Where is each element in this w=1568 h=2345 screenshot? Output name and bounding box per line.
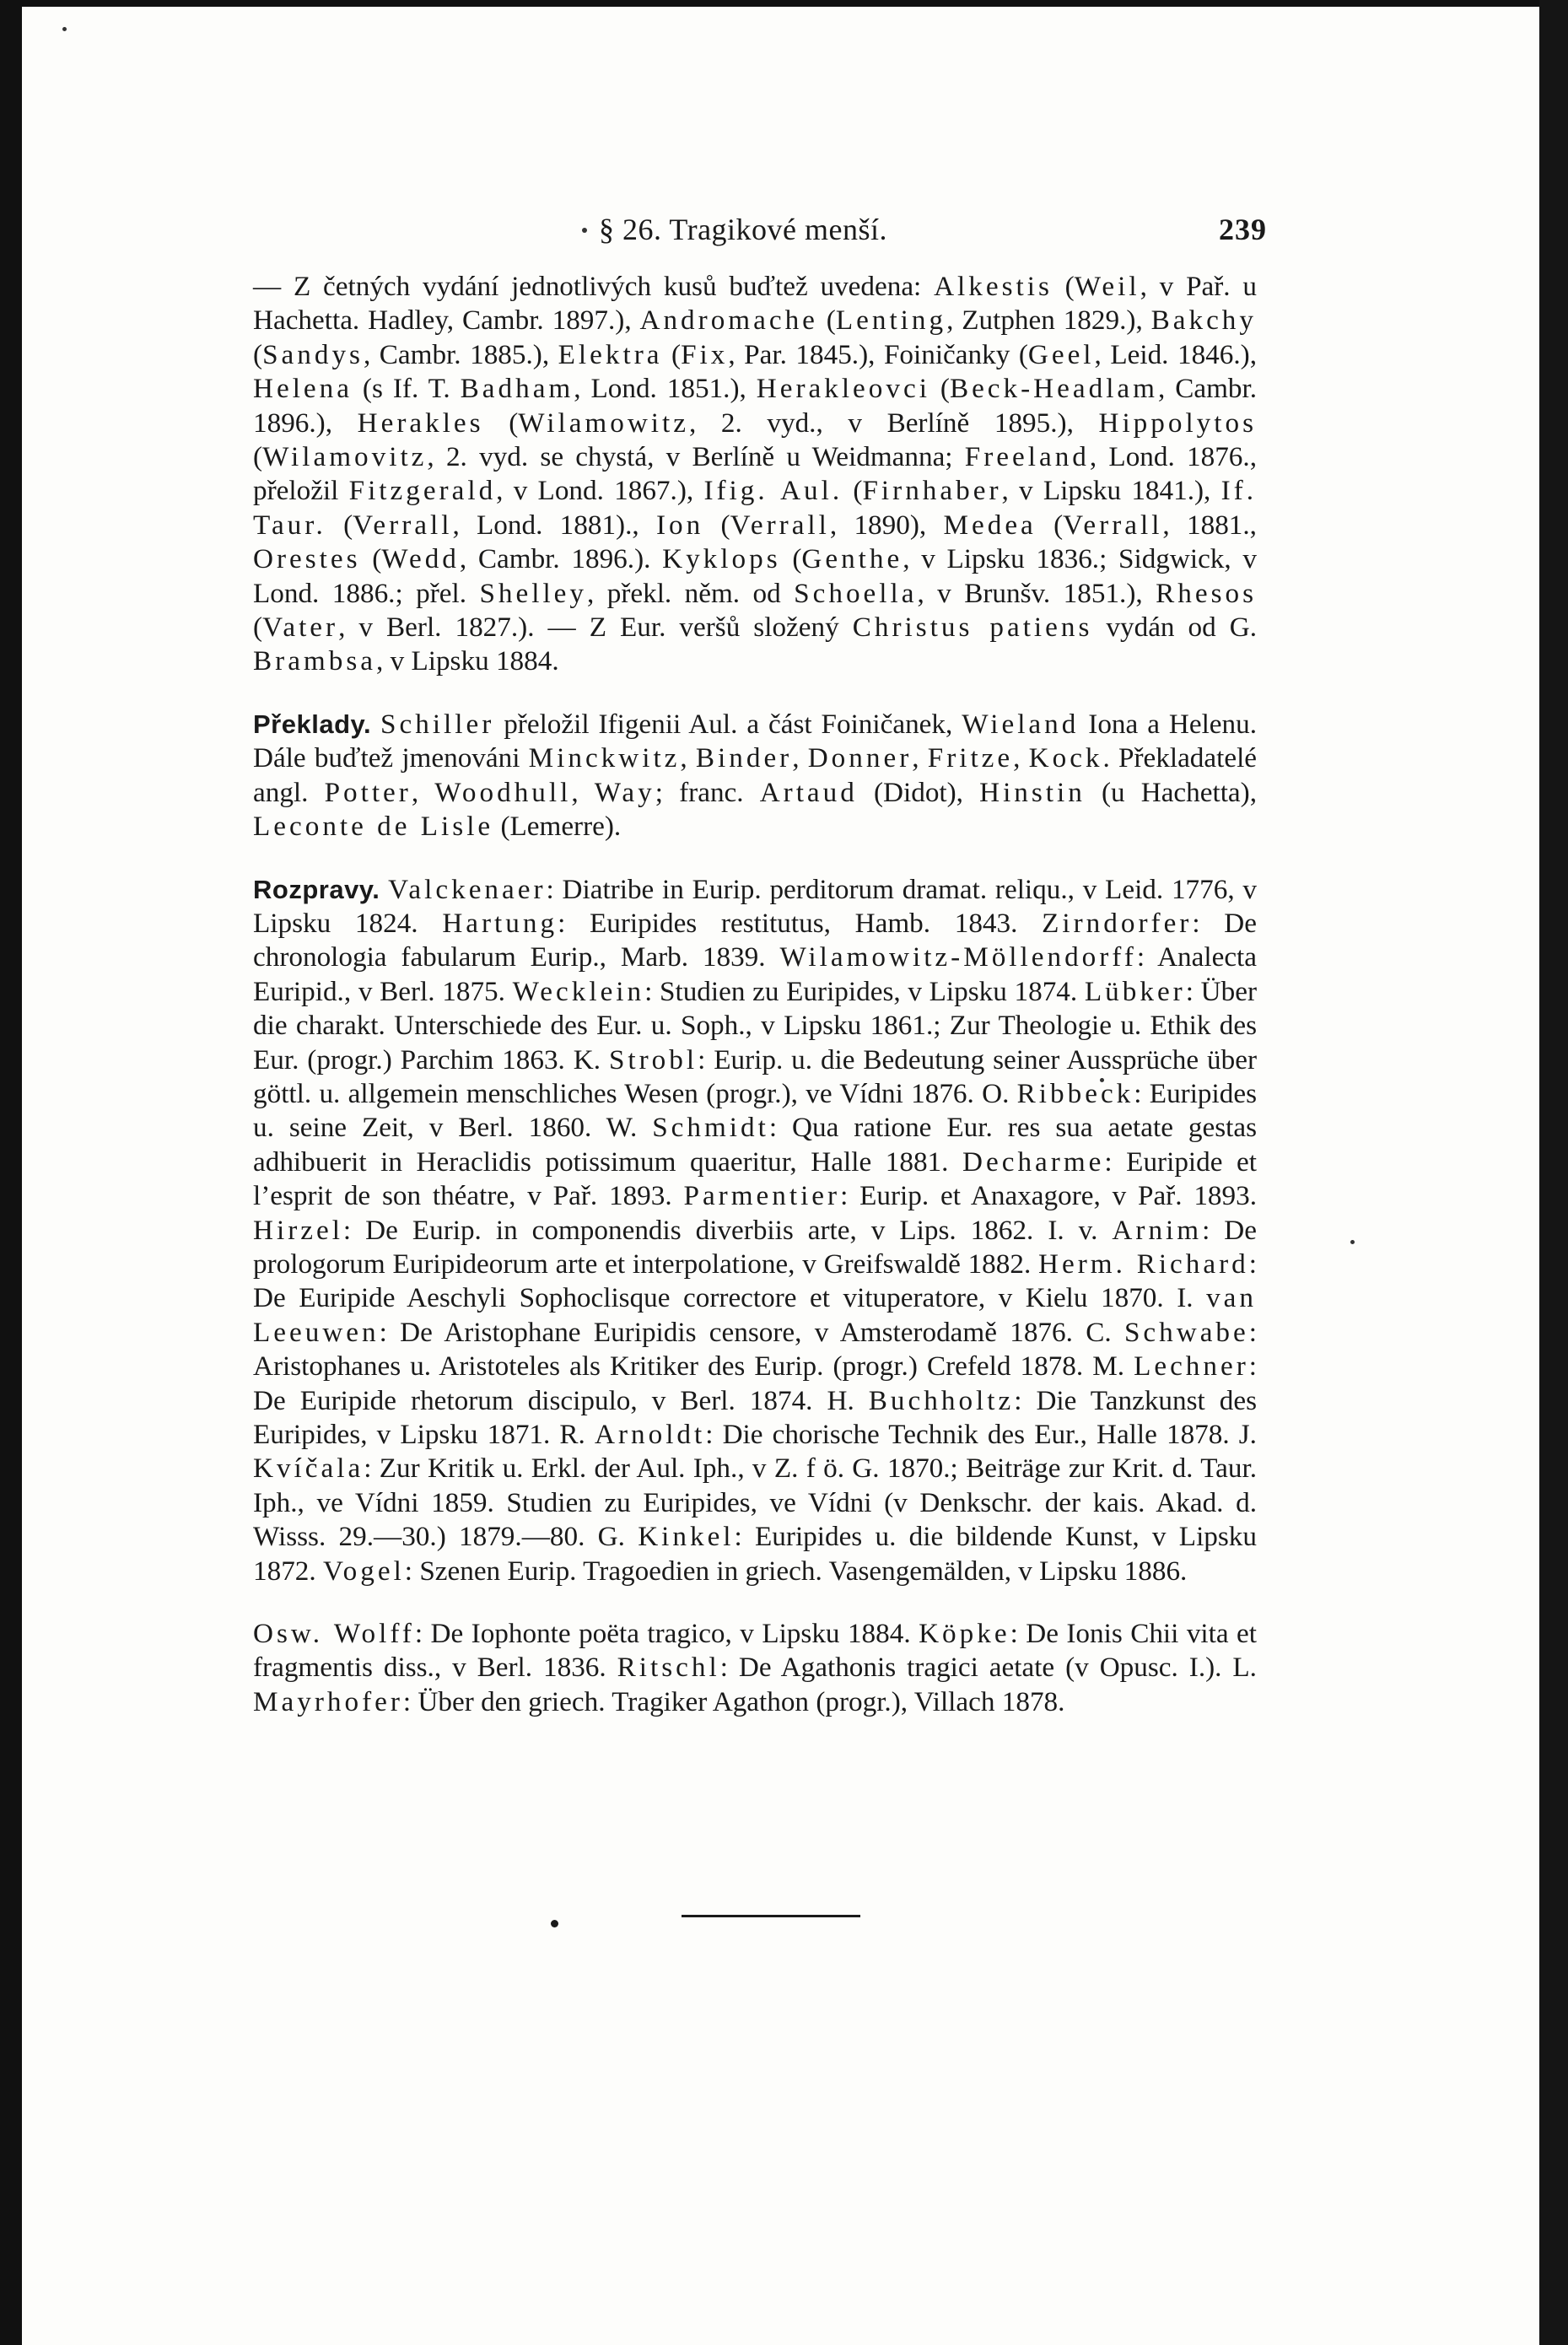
text-run: : Euripides u. die bildende Kunst, v Lipsku 1872. [253, 1521, 1257, 1587]
spaced-name: Kinkel [638, 1521, 735, 1553]
spaced-name: Kyklops [662, 543, 781, 575]
scan-speck [1350, 1240, 1355, 1244]
scan-speck [62, 27, 67, 31]
spaced-name: Hartung [442, 907, 558, 939]
text-run: , [1013, 742, 1029, 774]
text-run [380, 874, 388, 905]
text-run: — Z četných vydání jednotlivých kusů buďtež uvedena: [253, 271, 935, 302]
text-run: : De Eurip. in componendis diverbiis arte, v Lips. 1862. I. v. [342, 1214, 1113, 1246]
text-run: ( [780, 543, 802, 575]
spaced-name: Helena [253, 373, 353, 405]
text-run: , v Lipsku 1884. [375, 645, 559, 677]
text-run: , Lond. 1881)., [452, 509, 656, 541]
text-run: , v Lipsku 1836.; Sidgwick, v Lond. 1886.; přel. [253, 543, 1257, 609]
spaced-name: Vater [262, 612, 339, 644]
text-run: , Lond. 1851.), [574, 373, 757, 405]
text-run: : De chronologia fabularum Eurip., Marb. 1839. [253, 907, 1257, 973]
text-run: ( [843, 475, 863, 507]
translations-paragraph [253, 708, 1257, 844]
spaced-name: Wilamovitz [262, 441, 428, 473]
minor-tragedians-paragraph [253, 1617, 1257, 1719]
spaced-name: Herakleovci [756, 373, 930, 405]
scan-edge-left [0, 0, 22, 2345]
spaced-name: Lübker [1084, 975, 1186, 1007]
spaced-name: If. Taur. [253, 475, 1257, 541]
spaced-name: Badham [460, 373, 574, 405]
spaced-name: Verrall [1063, 509, 1163, 541]
text-run: : De Euripide Aeschyli Sophoclisque correctore et vituperatore, v Kielu 1870. I. [253, 1248, 1257, 1314]
editions-paragraph [253, 270, 1257, 679]
spaced-name: Fritze [927, 742, 1014, 774]
text-run [371, 709, 380, 740]
spaced-name: Wilamowitz-Möllendorff [779, 941, 1137, 973]
text-run: , v Lipsku 1841.), [1001, 475, 1221, 507]
text-run: . Překladatelé angl. [253, 742, 1258, 808]
spaced-name: Parmentier [683, 1180, 841, 1212]
spaced-name: Potter [324, 776, 412, 808]
text-run: : Eurip. et Anaxagore, v Pař. 1893. [840, 1180, 1257, 1212]
spaced-name: Valckenaer [388, 873, 547, 905]
text-run: : Aristophanes u. Aristoteles als Kritiker des Eurip. (progr.) Crefeld 1878. M. [253, 1316, 1257, 1383]
spaced-name: Fitzgerald [348, 475, 497, 507]
page-number: 239 [1219, 213, 1267, 246]
spaced-name: Hinstin [979, 776, 1086, 808]
text-run: , překl. něm. od [587, 577, 795, 609]
text-run: , [571, 776, 595, 808]
spaced-name: Arnim [1112, 1214, 1203, 1246]
section-divider [682, 1915, 860, 1917]
spaced-name: Lenting [835, 305, 947, 337]
spaced-name: Schwabe [1123, 1316, 1249, 1348]
spaced-name: Beck-Headlam [949, 373, 1158, 405]
spaced-name: Ion [655, 509, 704, 541]
text-run: (Lemerre). [493, 811, 622, 843]
text-run: : Die Tanzkunst des Euripides, v Lipsku 1871. R. [253, 1384, 1258, 1450]
text-run: , v Berl. 1827.). — Z Eur. veršů složený [338, 612, 853, 644]
spaced-name: Ritschl [617, 1652, 720, 1684]
spaced-name: Hippolytos [1098, 407, 1257, 439]
spaced-name: Herakles [357, 407, 484, 439]
spaced-name: Rhesos [1156, 577, 1258, 609]
text-run: : Qua ratione Eur. res sua aetate gestas adhibuerit in Heraclidis potissimum quaeritur, Halle 1881. [253, 1112, 1257, 1178]
text-run: ( [483, 407, 519, 439]
text-run: ( [703, 509, 730, 541]
spaced-name: Geel [1027, 338, 1095, 370]
header-dot [582, 228, 587, 233]
text-run: ( [1036, 509, 1064, 541]
spaced-name: Ifig. Aul. [703, 475, 843, 507]
text-run: (Didot), [857, 776, 980, 808]
text-run: , v Pař. u Hachetta. Hadley, Cambr. 1897.), [253, 271, 1257, 337]
spaced-name: Alkestis [934, 271, 1053, 302]
text-run: ( [360, 543, 382, 575]
text-run: : Euripides restitutus, Hamb. 1843. [558, 907, 1043, 939]
text-run: ( [253, 338, 263, 370]
text-run: : De Euripide rhetorum discipulo, v Berl. 1874. H. [253, 1350, 1257, 1416]
spaced-name: Buchholtz [868, 1384, 1015, 1416]
text-run: , Cambr. 1896.). [459, 543, 663, 575]
text-run: , v Brunšv. 1851.), [917, 577, 1156, 609]
spaced-name: Wedd [381, 543, 460, 575]
spaced-name: Medea [943, 509, 1037, 541]
text-run: : Analecta Euripid., v Berl. 1875. [253, 941, 1257, 1007]
spaced-name: Vogel [322, 1555, 405, 1587]
spaced-name: Ribbeck [1016, 1077, 1134, 1109]
text-run: : Die chorische Technik des Eur., Halle 1878. J. [705, 1419, 1257, 1450]
spaced-name: Herm. Richard [1038, 1248, 1249, 1280]
text-run: : De Ionis Chii vita et fragmentis diss., v Berl. 1836. [253, 1618, 1257, 1684]
spaced-name: Wecklein [512, 975, 645, 1007]
spaced-name: Shelley [479, 577, 587, 609]
text-run: přeložil Ifigenii Aul. a část Foiničanek, [494, 708, 962, 740]
text-run: vydán od G. [1092, 612, 1258, 644]
spaced-name: Kock [1028, 742, 1103, 774]
text-run: ( [662, 338, 682, 370]
spaced-name: Sandys [262, 338, 364, 370]
spaced-name: Hirzel [253, 1214, 343, 1246]
text-run: , Cambr. 1885.), [363, 338, 558, 370]
text-run: , 2. vyd. se chystá, v Berlíně u Weidmanna; [427, 441, 965, 473]
spaced-name: Kvíčala [253, 1453, 364, 1485]
text-run: , Par. 1845.), Foiničanky ( [728, 338, 1028, 370]
spaced-name: Minckwitz [528, 742, 681, 774]
section-lead: Překlady. [253, 709, 372, 739]
spaced-name: Schmidt [652, 1112, 769, 1144]
spaced-name: Genthe [801, 543, 903, 575]
page-body [253, 270, 1257, 1719]
spaced-name: Woodhull [434, 776, 572, 808]
spaced-name: Köpke [919, 1618, 1010, 1650]
text-run: , Zutphen 1829.), [946, 305, 1151, 337]
spaced-name: Weil [1074, 271, 1140, 302]
spaced-name: Christus patiens [852, 612, 1093, 644]
text-run: : Studien zu Euripides, v Lipsku 1874. [644, 975, 1085, 1007]
spaced-name: Schiller [380, 708, 495, 740]
spaced-name: Firnhaber [862, 475, 1002, 507]
spaced-name: Artaud [759, 776, 858, 808]
text-run: , [792, 742, 808, 774]
text-run: : De Agathonis tragici aetate (v Opusc. I.). L. [719, 1652, 1257, 1684]
scan-edge-right [1539, 0, 1568, 2345]
text-run: ( [253, 441, 263, 473]
spaced-name: Verrall [353, 509, 453, 541]
text-run: ( [1052, 271, 1075, 302]
spaced-name: Donner [807, 742, 913, 774]
page-header [582, 208, 1267, 251]
text-run: : Über die charakt. Unterschiede des Eur. u. Soph., v Lipsku 1861.; Zur Theologie u. Ethik des Eur. (progr.) Parchim 1863. K. [253, 975, 1257, 1075]
text-run: : Eurip. u. die Bedeutung seiner Aussprüche über göttl. u. allgemein menschliches Wesen (progr.), ve Vídni 1876. O. [253, 1043, 1257, 1109]
section-lead: Rozpravy. [253, 874, 380, 904]
scan-edge-top [0, 0, 1568, 7]
text-run: , Cambr. 1896.), [253, 373, 1258, 439]
text-run: ; franc. [655, 776, 760, 808]
text-run: , 1890), [829, 509, 944, 541]
spaced-name: Brambsa [253, 645, 376, 677]
text-run: : De prologorum Euripideorum arte et interpolatione, v Greifswaldě 1882. [253, 1214, 1257, 1280]
text-run: : De Iophonte poëta tragico, v Lipsku 1884. [414, 1618, 919, 1650]
text-run: , [912, 742, 928, 774]
divider-dot [551, 1920, 558, 1927]
spaced-name: Arnoldt [594, 1419, 706, 1450]
text-run: ( [253, 612, 263, 644]
running-title: § 26. Tragikové menší. [599, 213, 888, 246]
text-run: (s If. T. [352, 373, 461, 405]
spaced-name: van Leeuwen [253, 1282, 1257, 1348]
spaced-name: Fix [681, 338, 729, 370]
spaced-name: Andromache [639, 305, 818, 337]
text-run: , 1881., [1162, 509, 1257, 541]
spaced-name: Wilamowitz [518, 407, 689, 439]
spaced-name: Binder [695, 742, 793, 774]
text-run: , Leid. 1846.), [1094, 338, 1258, 370]
text-run: ( [929, 373, 950, 405]
text-run: : Zur Kritik u. Erkl. der Aul. Iph., v Z. f ö. G. 1870.; Beiträge zur Krit. d. Taur. Iph., ve Vídni 1859. Studien zu Euripides, ve Vídni (v Denkschr. der kais. Akad. d. Wisss. 29.—30.) 1879.—80. G. [253, 1453, 1257, 1553]
spaced-name: Zirndorfer [1042, 907, 1193, 939]
spaced-name: Elektra [558, 338, 663, 370]
text-run: : Diatribe in Eurip. perditorum dramat. reliqu., v Leid. 1776, v Lipsku 1824. [253, 873, 1257, 939]
text-run: , Lond. 1876., přeložil [253, 441, 1257, 507]
spaced-name: Strobl [608, 1043, 698, 1075]
text-run: Iona a Helenu. Dále buďtež jmenováni [253, 708, 1258, 774]
spaced-name: Leconte de Lisle [253, 811, 494, 843]
spaced-name: Orestes [253, 543, 361, 575]
spaced-name: Lechner [1134, 1350, 1249, 1383]
spaced-name: Decharme [962, 1146, 1105, 1178]
treatises-paragraph [253, 873, 1257, 1589]
spaced-name: Schoella [794, 577, 918, 609]
text-run: , [680, 742, 696, 774]
spaced-name: Verrall [730, 509, 830, 541]
spaced-name: Mayrhofer [253, 1685, 403, 1717]
text-run: : Szenen Eurip. Tragoedien in griech. Vasengemälden, v Lipsku 1886. [404, 1555, 1188, 1587]
spaced-name: Bakchy [1150, 305, 1257, 337]
text-run: , v Lond. 1867.), [496, 475, 704, 507]
spaced-name: Osw. Wolff [253, 1618, 415, 1650]
text-run: : Euripide et l’esprit de son théatre, v Pař. 1893. [253, 1146, 1257, 1212]
text-run: : De Aristophane Euripidis censore, v Amsterodamě 1876. C. [379, 1316, 1124, 1348]
text-run: : Euripides u. seine Zeit, v Berl. 1860. W. [253, 1077, 1257, 1144]
spaced-name: Wieland [962, 708, 1080, 740]
spaced-name: Way [594, 776, 655, 808]
text-run: , 2. vyd., v Berlíně 1895.), [688, 407, 1099, 439]
text-run: , [411, 776, 435, 808]
text-run: ( [817, 305, 836, 337]
text-run: (u Hachetta), [1085, 776, 1258, 808]
spaced-name: Freeland [964, 441, 1090, 473]
text-run: : Über den griech. Tragiker Agathon (progr.), Villach 1878. [402, 1685, 1065, 1717]
text-run: ( [326, 509, 353, 541]
